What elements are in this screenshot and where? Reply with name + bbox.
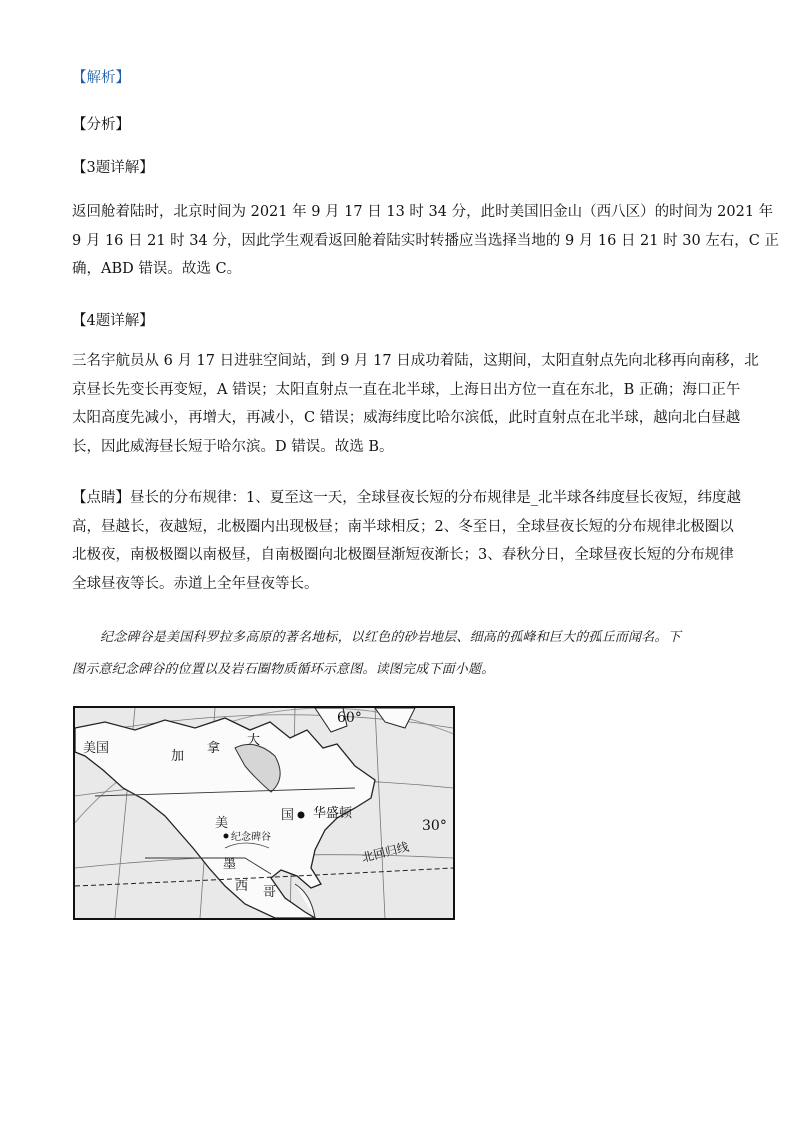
- washington-label: 华盛顿: [313, 806, 353, 821]
- north-america-map: [73, 706, 455, 920]
- heading-q4: 【4题详解】: [72, 313, 154, 329]
- monument-valley-label: 纪念碑谷: [231, 832, 271, 843]
- lat-30-label: 30°: [422, 818, 447, 834]
- q4-explanation: [72, 347, 759, 461]
- monument-valley-dot: [224, 834, 229, 839]
- q3-line: 9 月 16 日 21 时 34 分，因此学生观看返回舱着陆实时转播应当选择当地的 9 月 16 日 21 时 30 左右，C 正: [72, 232, 779, 249]
- tropic-label: 北回归线: [360, 839, 411, 865]
- q3-line: 确，ABD 错误。故选 C。: [72, 261, 242, 277]
- q3-explanation: [72, 198, 779, 284]
- canada-label-3: 大: [247, 733, 261, 748]
- question-intro: [100, 624, 720, 652]
- mexico-label-2: 西: [235, 879, 249, 894]
- q4-line: 长，因此威海昼长短于哈尔滨。D 错误。故选 B。: [72, 438, 394, 455]
- heading-fenxi: 【分析】: [72, 117, 130, 133]
- intro-line: 纪念碑谷是美国科罗拉多高原的著名地标，以红色的砂岩地层、细高的孤峰和巨大的孤丘而闻名。下: [100, 630, 681, 645]
- washington-dot: [298, 812, 305, 819]
- map-svg: [75, 708, 453, 918]
- intro-line: 图示意纪念碑谷的位置以及岩石圈物质循环示意图。读图完成下面小题。: [72, 662, 495, 677]
- tip-line: 全球昼夜等长。赤道上全年昼夜等长。: [72, 575, 319, 592]
- tip-line: 北极夜，南极极圈以南极昼，自南极圈向北极圈昼渐短夜渐长；3、春秋分日，全球昼夜长短的分布规律: [72, 547, 734, 563]
- mexico-label-3: 哥: [263, 885, 277, 900]
- lat-60-label: 60°: [337, 710, 362, 726]
- canada-label-1: 加: [171, 749, 185, 764]
- heading-q3: 【3题详解】: [72, 160, 154, 176]
- question-intro-cont: [72, 656, 722, 684]
- heading-jiexi: 【解析】: [72, 70, 130, 86]
- usa-label-guo: 国: [281, 808, 295, 823]
- tip-line: 【点睛】昼长的分布规律：1、夏至这一天，全球昼夜长短的分布规律是_北半球各纬度昼长夜短，纬度越: [72, 490, 741, 506]
- tip-line: 高，昼越长，夜越短，北极圈内出现极昼；南半球相反；2、冬至日，全球昼夜长短的分布规律北极圈以: [72, 518, 734, 535]
- mexico-label-1: 墨: [223, 857, 237, 872]
- q4-line: 太阳高度先减小，再增大，再减小，C 错误；威海纬度比哈尔滨低，此时直射点在北半球，越向北白昼越: [72, 410, 741, 426]
- q3-line: 返回舱着陆时，北京时间为 2021 年 9 月 17 日 13 时 34 分，此时美国旧金山（西八区）的时间为 2021 年: [72, 204, 774, 220]
- canada-label-2: 拿: [207, 741, 221, 756]
- q4-line: 三名宇航员从 6 月 17 日进驻空间站，到 9 月 17 日成功着陆，这期间，太阳直射点先向北移再向南移，北: [72, 353, 759, 369]
- q4-line: 京昼长先变长再变短，A 错误；太阳直射点一直在北半球，上海日出方位一直在东北，B 正确；海口正午: [72, 381, 741, 398]
- usa-label-mei: 美: [215, 816, 229, 831]
- usa-alaska-label: 美国: [83, 741, 110, 756]
- tip-section: [72, 484, 741, 598]
